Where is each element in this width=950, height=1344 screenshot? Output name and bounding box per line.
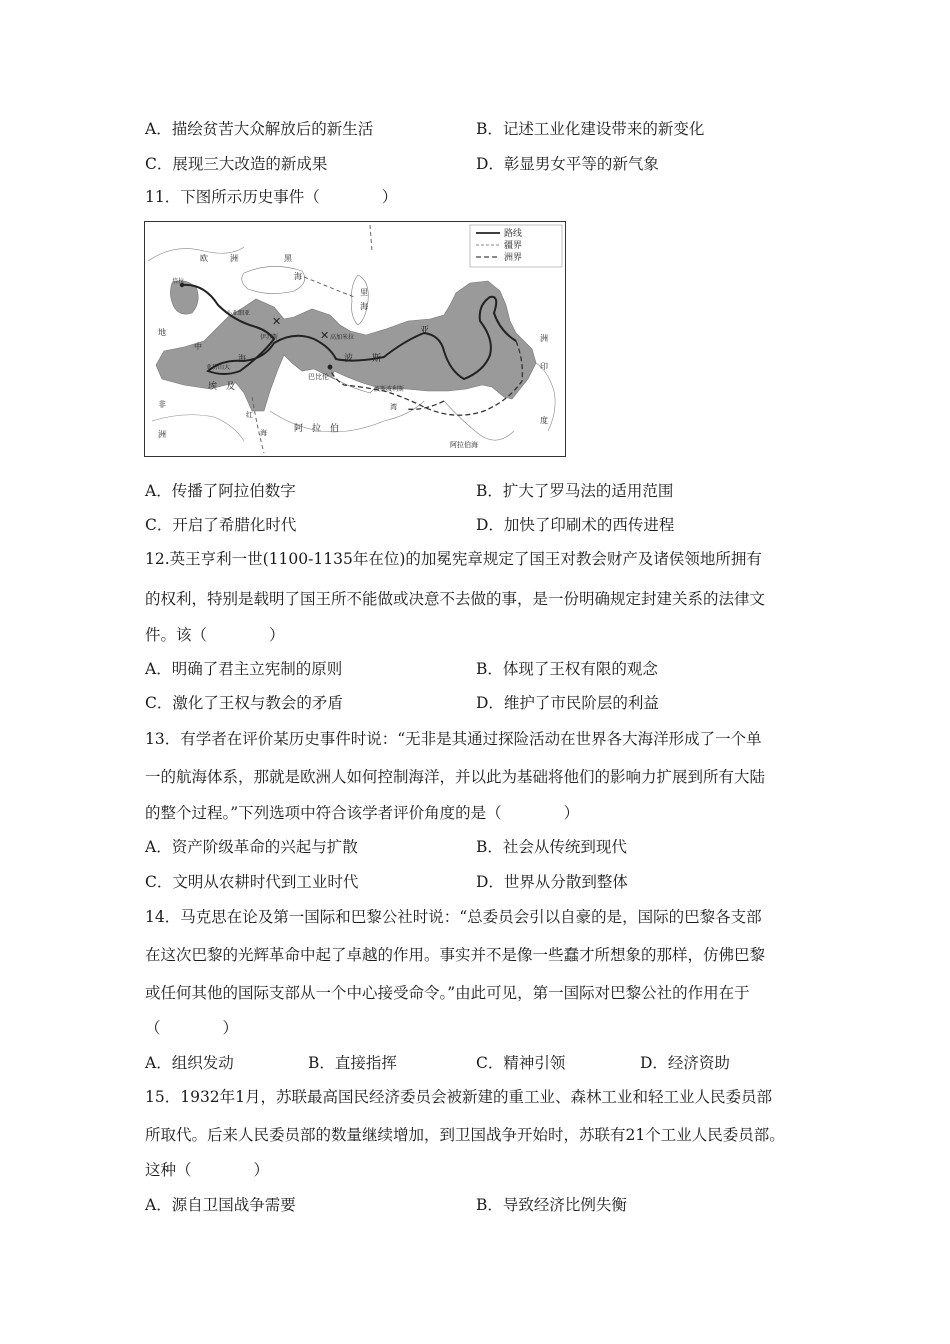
svg-text:✕: ✕ [320,329,330,342]
q13-option-a: A．资产阶级革命的兴起与扩散 [145,838,358,856]
map-label: 波斯波利斯 [374,386,405,393]
q13-option-d: D．世界从分散到整体 [476,873,628,891]
q14-option-b: B．直接指挥 [308,1054,397,1072]
legend-route: 路线 [504,229,523,239]
q14-option-c: C．精神引领 [476,1054,566,1072]
q13-stem-line2: 一的航海体系，那就是欧洲人如何控制海洋，并以此为基础将他们的影响力扩展到所有大陆 [145,768,766,786]
q14-stem-line2: 在这次巴黎的光辉革命中起了卓越的作用。事实并不是像一些蠢才所想象的那样，仿佛巴黎 [145,946,766,964]
q11-option-d: D．加快了印刷术的西传进程 [476,516,675,534]
q12-stem-line2: 的权利，特别是载明了国王所不能做或决意不去做的事，是一份明确规定封建关系的法律文 [145,590,766,608]
map-label: 海 [260,429,267,437]
map-label: 海 [294,272,302,281]
map-label: 印 [540,362,548,371]
q13-option-c: C．文明从农耕时代到工业时代 [145,873,359,891]
map-label: 伯 [330,424,340,434]
map-label: 地 [158,328,166,337]
q14-option-d: D．经济资助 [640,1054,730,1072]
q15-option-b: B．导致经济比例失衡 [476,1196,627,1214]
map-label: 伊苏斯 [260,334,279,341]
svg-text:✕: ✕ [272,315,282,328]
map-label: 海 [360,302,368,311]
map-label: 洲 [540,334,548,343]
q13-option-b: B．社会从传统到现代 [476,838,627,856]
q11-option-c: C．开启了希腊化时代 [145,516,297,534]
legend-border: 疆界 [504,241,523,251]
map-label: 埃 [208,382,218,392]
q14-stem-line3: 或任何其他的国际支部从一个中心接受命令。”由此可见，第一国际对巴黎公社的作用在于 [145,984,750,1002]
map-label: 海 [238,354,246,363]
map-label: 亚 [420,326,430,336]
q10-option-c: C．展现三大改造的新成果 [145,155,328,173]
map-label: 斯 [372,354,382,364]
map-label: 阿拉伯海 [450,441,478,449]
q15-stem-line2: 所取代。后来人民委员部的数量继续增加，到卫国战争开始时，苏联有21个工业人民委员部。 [145,1126,785,1144]
legend-continent-line: 洲界 [504,253,523,263]
map-label: 小亚细亚 [226,310,251,317]
q12-stem-line1: 12.英王亨利一世(1100-1135年在位)的加冕宪章规定了国王对教会财产及诸侯领地所拥有 [145,550,762,568]
q10-option-d: D．彰显男女平等的新气象 [476,155,659,173]
map-label: 洲 [230,254,238,263]
map-label: 亚历山大 [206,364,231,371]
map-label: 培拉 [172,278,185,285]
map-label: 洲 [158,430,166,439]
map-label: 湾 [390,403,397,411]
q13-stem-line3: 的整个过程。”下列选项中符合该学者评价角度的是（ ） [145,804,580,822]
q10-option-b: B．记述工业化建设带来的新变化 [476,120,705,138]
q11-stem: 11．下图所示历史事件（ ） [145,188,398,206]
q12-option-c: C．激化了王权与教会的矛盾 [145,694,343,712]
q15-option-a: A．源自卫国战争需要 [145,1196,296,1214]
q12-option-d: D．维护了市民阶层的利益 [476,694,659,712]
map-label: 中 [194,342,202,351]
map-label: 波 [344,354,354,364]
q13-stem-line1: 13．有学者在评价某历史事件时说：“无非是其通过探险活动在世界各大海洋形成了一个单 [145,730,762,748]
q11-option-b: B．扩大了罗马法的适用范围 [476,482,674,500]
q14-option-a: A．组织发动 [145,1054,234,1072]
map-label: 巴比伦 [308,373,329,381]
map-label: 里 [360,288,368,297]
map-label: 欧 [200,254,208,263]
map-label: 度 [540,416,548,425]
map-label: 拉 [312,424,322,434]
q15-stem-line1: 15．1932年1月，苏联最高国民经济委员会被新建的重工业、森林工业和轻工业人民委员部 [145,1088,773,1106]
q14-stem-line1: 14．马克思在论及第一国际和巴黎公社时说：“总委员会引以自豪的是，国际的巴黎各支部 [145,908,762,926]
map-label: 及 [226,382,236,392]
q14-stem-line4: （ ） [145,1019,239,1037]
q10-option-a: A．描绘贫苦大众解放后的新生活 [145,120,374,138]
map-label: 非 [158,400,166,409]
q12-option-b: B．体现了王权有限的观念 [476,660,658,678]
historical-route-map [144,221,566,457]
q15-stem-line3: 这种（ ） [145,1161,270,1179]
map-label: 阿 [294,424,304,434]
map-label: 黑 [284,254,292,263]
q12-option-a: A．明确了君主立宪制的原则 [145,660,343,678]
map-label: 高加米拉 [330,334,355,341]
map-label: 红 [246,411,253,419]
q12-stem-line3: 件。该（ ） [145,626,285,644]
q11-option-a: A．传播了阿拉伯数字 [145,482,296,500]
